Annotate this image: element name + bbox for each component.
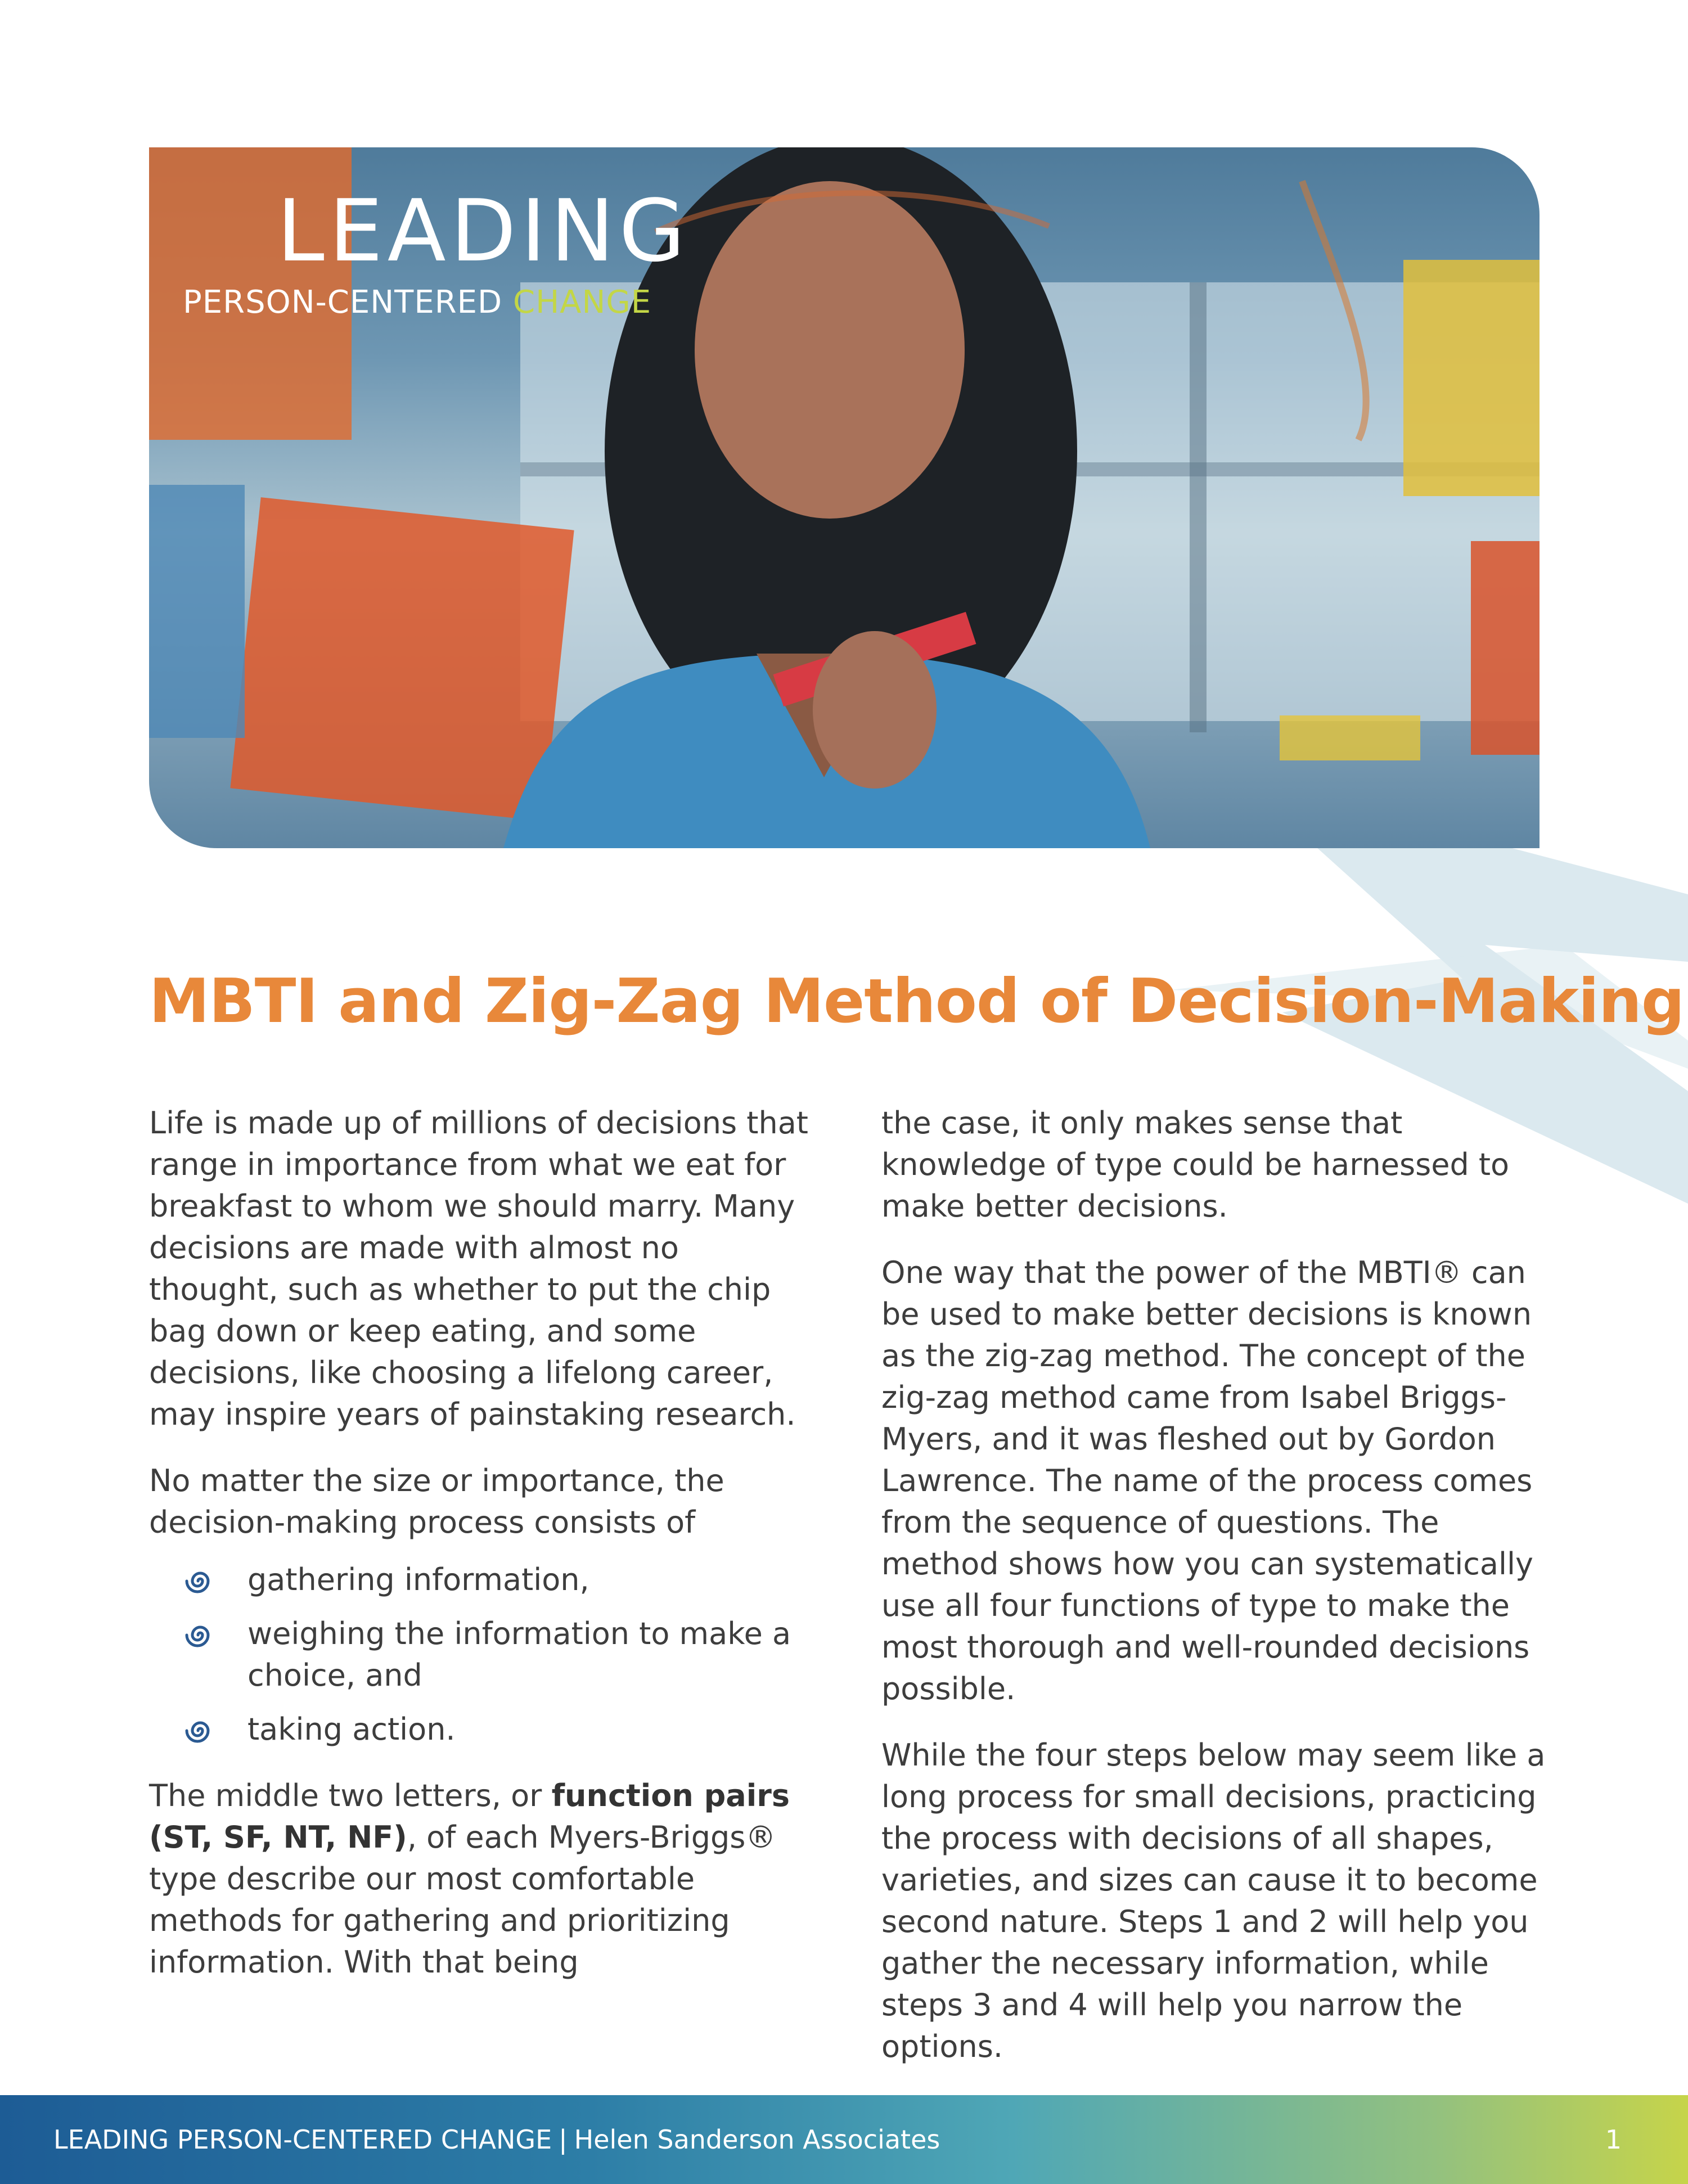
list-item-text: weighing the information to make a choice, and xyxy=(247,1616,791,1693)
paragraph xyxy=(149,1775,813,1983)
bullet-list xyxy=(149,1559,813,1750)
left-column xyxy=(149,1102,813,2008)
page-number: 1 xyxy=(1605,2124,1622,2155)
spiral-bullet-icon xyxy=(185,1566,215,1596)
text-run: The middle two letters, or xyxy=(149,1778,552,1813)
list-item-text: gathering information, xyxy=(247,1562,589,1597)
logo-tagline-part2: CHANGE xyxy=(512,284,652,321)
spiral-bullet-icon xyxy=(185,1715,215,1746)
paragraph: No matter the size or importance, the decision-making process consists of xyxy=(149,1463,724,1540)
list-item xyxy=(149,1709,813,1750)
text-run: , of each Myers-Briggs® type describe our most comfortable methods for gathering and prioritizing information. With that being xyxy=(149,1820,776,1980)
spiral-bullet-icon xyxy=(185,1620,215,1650)
list-item-text: taking action. xyxy=(247,1712,456,1747)
emphasis-text: function pairs (ST, SF, NT, NF) xyxy=(149,1778,790,1855)
page-title: MBTI and Zig-Zag Method of Decision-Making xyxy=(149,966,1685,1037)
list-item xyxy=(149,1613,813,1696)
footer-org: LEADING PERSON-CENTERED CHANGE xyxy=(53,2124,552,2155)
footer-separator: | xyxy=(559,2124,568,2155)
paragraph: Life is made up of millions of decisions that range in importance from what we eat for breakfast to whom we should marry. Many decisions are made with almost no thought, such as whether to put the chip bag down or keep eating, and some decisions, like choosing a lifelong career, may inspire years of painstaking research. xyxy=(149,1105,808,1432)
logo-tagline-part1: PERSON-CENTERED xyxy=(183,284,513,321)
footer-credit xyxy=(53,2124,940,2155)
right-column xyxy=(881,1102,1551,2092)
footer-company: Helen Sanderson Associates xyxy=(574,2124,940,2155)
logo-wordmark: LEADING xyxy=(277,181,690,281)
hero-image xyxy=(149,147,1540,848)
paragraph: While the four steps below may seem like a long process for small decisions, practicing the process with decisions of all shapes, varieties, and sizes can cause it to become second nature. Steps 1 and 2 will help you gather the necessary information, while steps 3 and 4 will help you narrow the options. xyxy=(881,1737,1546,2064)
list-item xyxy=(149,1559,813,1601)
paragraph: One way that the power of the MBTI® can be used to make better decisions is known as the zig-zag method. The concept of the zig-zag method came from Isabel Briggs-Myers, and it was fleshed out by Gordon Lawrence. The name of the process comes from the sequence of questions. The method shows how you can systematically use all four functions of type to make the most thorough and well-rounded decisions possible. xyxy=(881,1255,1533,1706)
paragraph: the case, it only makes sense that knowledge of type could be harnessed to make better decisions. xyxy=(881,1105,1510,1224)
logo-tagline xyxy=(183,284,651,321)
footer-bar xyxy=(0,2095,1688,2184)
